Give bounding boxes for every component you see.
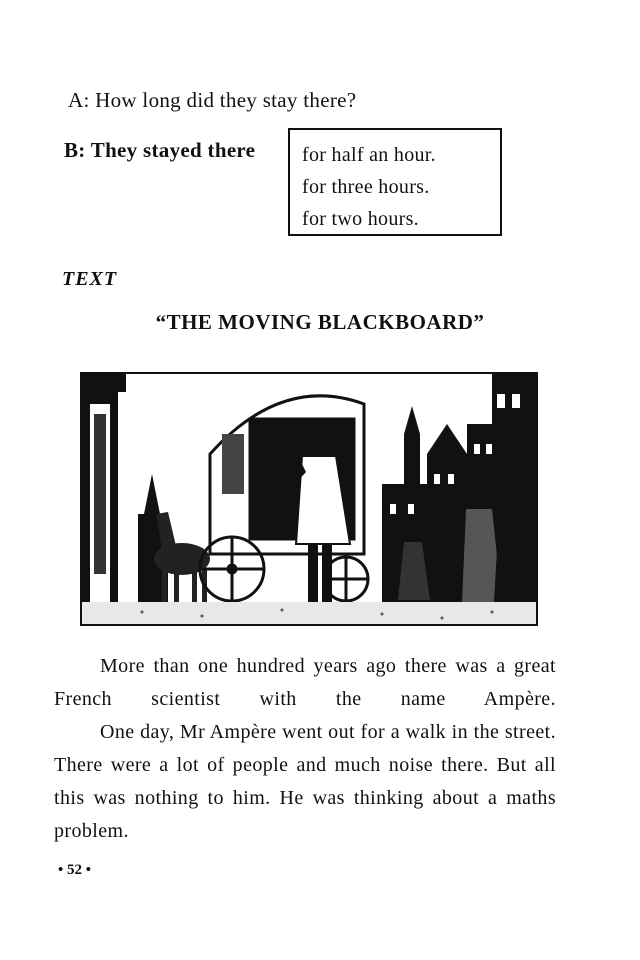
story-paragraph: More than one hundred years ago there was a great French scientist with the name Ampère. [54,655,556,710]
dialogue-question: A: How long did they stay there? [68,88,357,112]
answer-option: for two hours. [302,208,419,230]
carriage-street-illustration [80,372,538,626]
story-paragraph: One day, Mr Ampère went out for a walk in the street. There were a lot of people and much noise there. But all this was nothing to him. He was thinking about a maths problem. [54,721,556,842]
answer-options-box [288,128,502,236]
story-title: “THE MOVING BLACKBOARD” [155,310,485,334]
left-archway [82,374,126,624]
story-body [54,650,556,848]
section-label: TEXT [62,268,118,290]
dialogue-answer-prefix: B: They stayed there [64,138,256,162]
page-number: • 52 • [58,862,92,878]
answer-option: for three hours. [302,176,430,198]
answer-option: for half an hour. [302,144,436,166]
